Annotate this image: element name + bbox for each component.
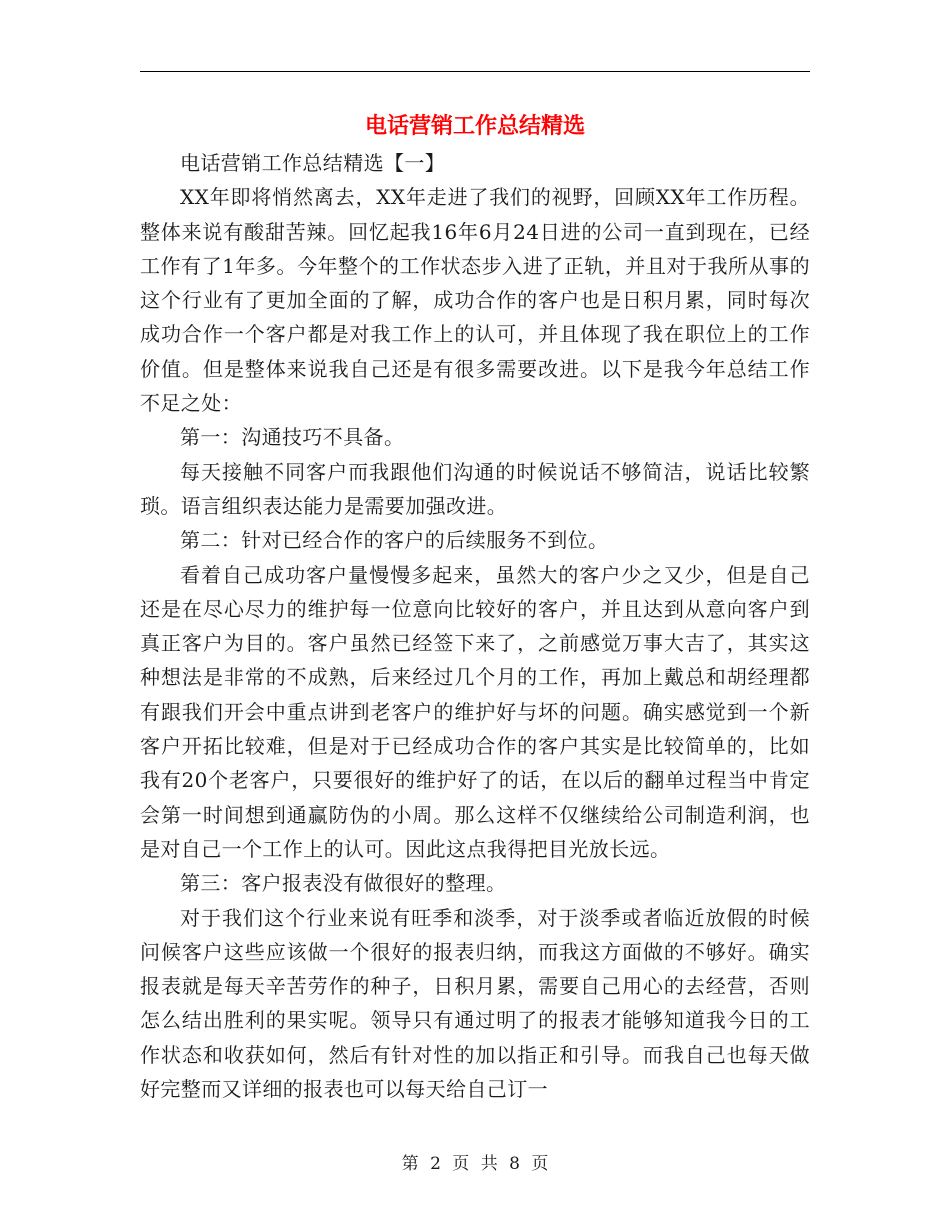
page-label-middle: 页 <box>452 1154 470 1174</box>
header-rule <box>140 71 810 72</box>
total-label: 共 <box>480 1154 498 1174</box>
point-three-heading: 第三：客户报表没有做很好的整理。 <box>180 871 507 896</box>
document-title: 电话营销工作总结精选 <box>364 113 585 139</box>
page-number: 2 <box>430 1154 441 1174</box>
page-label-prefix: 第 <box>401 1154 419 1174</box>
page-label-suffix: 页 <box>531 1154 549 1174</box>
point-two-paragraph: 看着自己成功客户量慢慢多起来，虽然大的客户少之又少，但是自己还是在尽心尽力的维护每一位意向比较好的客户，并且达到从意向客户到真正客户为目的。客户虽然已经签下来了，之前感觉万事大吉了，其实这种想法是非常的不成熟，后来经过几个月的工作，再加上戴总和胡经理都有跟我们开会中重点讲到老客户的维护好与坏的问题。确实感觉到一个新客户开拓比较难，但是对于已经成功合作的客户其实是比较简单的，比如我有20个老客户，只要很好的维护好了的话，在以后的翻单过程当中肯定会第一时间想到通赢防伪的小周。那么这样不仅继续给公司制造利润，也是对自己一个工作上的认可。因此这点我得把目光放长远。 <box>140 562 810 861</box>
intro-paragraph: XX年即将悄然离去，XX年走进了我们的视野，回顾XX年工作历程。整体来说有酸甜苦辣。回忆起我16年6月24日进的公司一直到现在，已经工作有了1年多。今年整个的工作状态步入进了正轨，并且对于我所从事的这个行业有了更加全面的了解，成功合作的客户也是日积月累，同时每次成功合作一个客户都是对我工作上的认可，并且体现了我在职位上的工作价值。但是整体来说我自己还是有很多需要改进。以下是我今年总结工作不足之处： <box>140 185 810 416</box>
point-one-heading: 第一：沟通技巧不具备。 <box>180 425 405 450</box>
page-footer <box>0 1150 950 1178</box>
point-one-paragraph: 每天接触不同客户而我跟他们沟通的时候说话不够简洁，说话比较繁琐。语言组织表达能力是需要加强改进。 <box>140 459 810 518</box>
total-pages: 8 <box>509 1154 520 1174</box>
document-body <box>140 146 810 1106</box>
point-three-paragraph: 对于我们这个行业来说有旺季和淡季，对于淡季或者临近放假的时候问候客户这些应该做一个很好的报表归纳，而我这方面做的不够好。确实报表就是每天辛苦劳作的种子，日积月累，需要自己用心的去经营，否则怎么结出胜利的果实呢。领导只有通过明了的报表才能够知道我今日的工作状态和收获如何，然后有针对性的加以指正和引导。而我自己也每天做好完整而又详细的报表也可以每天给自己订一 <box>140 905 810 1102</box>
section-heading-1: 电话营销工作总结精选【一】 <box>180 151 446 175</box>
point-two-heading: 第二：针对已经合作的客户的后续服务不到位。 <box>180 528 609 553</box>
